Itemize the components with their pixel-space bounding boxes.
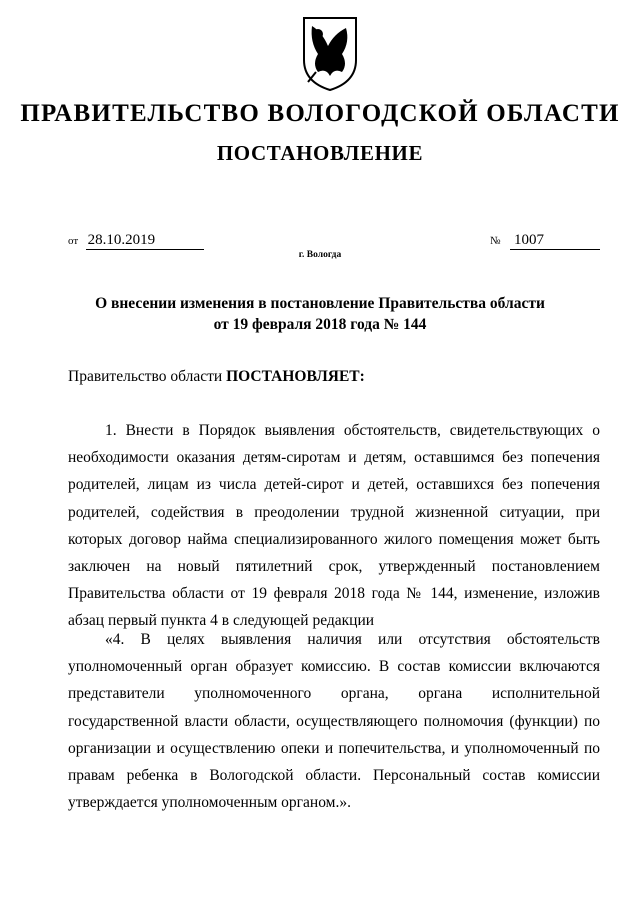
number-value: 1007 [510,232,600,250]
preamble-text: Правительство области [68,368,227,385]
document-date [68,232,204,250]
document-number [490,232,600,250]
paragraph-1: 1. Внести в Порядок выявления обстоятельств, свидетельствующих о необходимости оказания детям-сиротам и детям, оставшимся без попечения родителей, лицам из числа детей-сирот и детей, оставшихся без попечения родителей, содействия в преодолении трудной жизненной ситуации, при которых договор найма специализированного жилого помещения может быть заключен на новый пятилетний срок, утвержденный постановлением Правительства области от 19 февраля 2018 года № 144, изменение, изложив абзац первый пункта 4 в следующей редакции [68,422,600,630]
paragraph-2: «4. В целях выявления наличия или отсутствия обстоятельств уполномоченный орган образует комиссию. В состав комиссии включаются представители уполномоченного органа, органа исполнительной государственной власти области, осуществляющего полномочия (функции) по организации и осуществлению опеки и попечительства, и уполномоченный по правам ребенка в Вологодской области. Персональный состав комиссии утверждается уполномоченным органом.». [68,631,600,812]
document-subject [60,293,580,335]
number-prefix: № [490,235,501,247]
coat-of-arms-icon [298,12,362,92]
government-title: ПРАВИТЕЛЬСТВО ВОЛОГОДСКОЙ ОБЛАСТИ [20,100,620,127]
document-type: ПОСТАНОВЛЕНИЕ [216,141,424,165]
subject-line-1: О внесении изменения в постановление Правительства области [95,295,545,312]
preamble [68,368,365,386]
subject-line-2: от 19 февраля 2018 года № 144 [213,316,427,333]
date-prefix: от [68,235,79,247]
date-value: 28.10.2019 [86,232,204,250]
preamble-decree: ПОСТАНОВЛЯЕТ: [226,368,365,385]
city: г. Вологда [298,250,342,260]
